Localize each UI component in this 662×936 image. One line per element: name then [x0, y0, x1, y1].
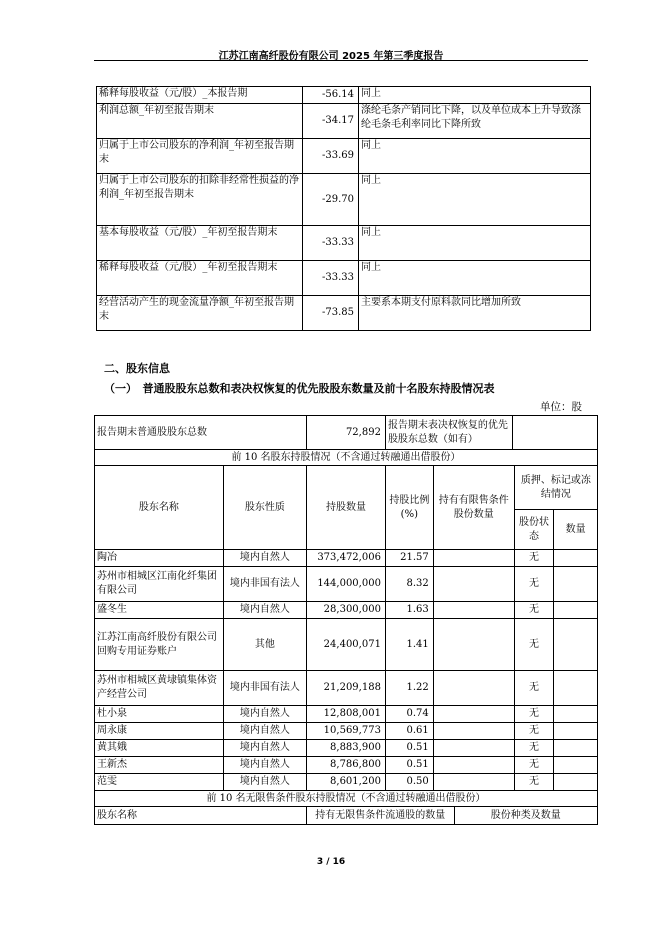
holder-nature: 境内自然人 — [223, 706, 306, 723]
change-row — [97, 296, 591, 331]
holder-shares: 28,300,000 — [306, 602, 385, 619]
shareholders-table — [94, 415, 598, 825]
holder-ratio: 21.57 — [385, 550, 433, 567]
col-pledge-group: 质押、标记或冻结情况 — [514, 466, 597, 510]
change-reason: 主要系本期支付原料款同比增加所致 — [359, 296, 591, 331]
total-holders-label: 报告期末普通股股东总数 — [95, 416, 307, 450]
holder-name: 王新杰 — [95, 757, 224, 774]
change-reason: 同上 — [359, 174, 591, 226]
change-item: 归属于上市公司股东的净利润_年初至报告期末 — [97, 139, 303, 174]
holder-pledge-qty — [554, 706, 598, 723]
unrestricted-title: 前 10 名无限售条件股东持股情况（不含通过转融通出借股份） — [95, 791, 598, 807]
holder-pledge-qty — [554, 602, 598, 619]
holder-row — [95, 602, 598, 619]
change-value: -33.33 — [303, 261, 359, 296]
change-reason: 同上 — [359, 139, 591, 174]
unrestricted-col-shares: 持有无限售条件流通股的数量 — [306, 807, 454, 825]
pref-holders-label: 报告期末表决权恢复的优先股股东总数（如有） — [385, 416, 512, 450]
holder-nature: 境内自然人 — [223, 774, 306, 791]
holder-nature: 其他 — [223, 619, 306, 671]
change-row — [97, 87, 591, 104]
total-holders-value: 72,892 — [306, 416, 385, 450]
holder-name: 盛冬生 — [95, 602, 224, 619]
holder-name: 苏州市相城区黄埭镇集体资产经营公司 — [95, 671, 224, 706]
holder-restricted — [433, 774, 514, 791]
holder-nature: 境内非国有法人 — [223, 567, 306, 602]
holder-pledge-qty — [554, 550, 598, 567]
holder-shares: 8,786,800 — [306, 757, 385, 774]
holder-pledge-status: 无 — [514, 619, 553, 671]
holder-pledge-status: 无 — [514, 723, 553, 740]
holder-row — [95, 619, 598, 671]
section-title: 二、股东信息 — [104, 362, 170, 375]
holder-row — [95, 723, 598, 740]
holder-nature: 境内自然人 — [223, 740, 306, 757]
holder-nature: 境内非国有法人 — [223, 671, 306, 706]
change-item: 归属于上市公司股东的扣除非经常性损益的净利润_年初至报告期末 — [97, 174, 303, 226]
holder-restricted — [433, 757, 514, 774]
holder-ratio: 8.32 — [385, 567, 433, 602]
holder-name: 苏州市相城区江南化纤集团有限公司 — [95, 567, 224, 602]
holder-name: 江苏江南高纤股份有限公司回购专用证券账户 — [95, 619, 224, 671]
change-item: 利润总额_年初至报告期末 — [97, 104, 303, 139]
top10-title: 前 10 名股东持股情况（不含通过转融通出借股份） — [95, 450, 598, 466]
holder-pledge-status: 无 — [514, 671, 553, 706]
holder-row — [95, 671, 598, 706]
holder-nature: 境内自然人 — [223, 757, 306, 774]
holder-row — [95, 567, 598, 602]
holder-restricted — [433, 567, 514, 602]
holder-ratio: 0.51 — [385, 740, 433, 757]
holder-shares: 21,209,188 — [306, 671, 385, 706]
holder-pledge-qty — [554, 774, 598, 791]
holder-pledge-qty — [554, 723, 598, 740]
holder-pledge-qty — [554, 740, 598, 757]
unrestricted-col-type: 股份种类及数量 — [454, 807, 597, 825]
change-row — [97, 174, 591, 226]
holder-nature: 境内自然人 — [223, 550, 306, 567]
holder-restricted — [433, 723, 514, 740]
holder-name: 范雯 — [95, 774, 224, 791]
holder-restricted — [433, 602, 514, 619]
holder-ratio: 1.22 — [385, 671, 433, 706]
holder-shares: 8,601,200 — [306, 774, 385, 791]
holder-row — [95, 706, 598, 723]
change-row — [97, 139, 591, 174]
holder-row — [95, 774, 598, 791]
holder-shares: 373,472,006 — [306, 550, 385, 567]
holder-restricted — [433, 550, 514, 567]
holder-pledge-status: 无 — [514, 567, 553, 602]
change-value: -56.14 — [303, 87, 359, 104]
holder-restricted — [433, 619, 514, 671]
holder-row — [95, 550, 598, 567]
holder-ratio: 0.61 — [385, 723, 433, 740]
col-pledge-qty: 数量 — [554, 510, 598, 550]
col-ratio: 持股比例(%) — [385, 466, 433, 550]
unrestricted-col-name: 股东名称 — [95, 807, 307, 825]
holder-pledge-status: 无 — [514, 706, 553, 723]
holder-ratio: 0.50 — [385, 774, 433, 791]
pref-holders-value — [512, 416, 597, 450]
holder-row — [95, 757, 598, 774]
page-header: 江苏江南高纤股份有限公司 2025 年第三季度报告 — [218, 51, 444, 62]
holder-shares: 144,000,000 — [306, 567, 385, 602]
change-item: 经营活动产生的现金流量净额_年初至报告期末 — [97, 296, 303, 331]
holder-pledge-status: 无 — [514, 757, 553, 774]
unit-label: 单位：股 — [540, 401, 582, 413]
change-row — [97, 104, 591, 139]
col-name: 股东名称 — [95, 466, 224, 550]
holder-pledge-status: 无 — [514, 550, 553, 567]
holder-pledge-qty — [554, 619, 598, 671]
change-reason: 同上 — [359, 226, 591, 261]
holder-row — [95, 740, 598, 757]
change-reason-table — [96, 86, 591, 331]
holder-name: 周永康 — [95, 723, 224, 740]
change-row — [97, 261, 591, 296]
header-rule — [94, 60, 588, 61]
holder-pledge-status: 无 — [514, 602, 553, 619]
change-value: -33.33 — [303, 226, 359, 261]
change-value: -29.70 — [303, 174, 359, 226]
holder-pledge-status: 无 — [514, 774, 553, 791]
change-reason: 同上 — [359, 261, 591, 296]
holder-pledge-status: 无 — [514, 740, 553, 757]
holder-ratio: 1.41 — [385, 619, 433, 671]
change-item: 稀释每股收益（元/股）_年初至报告期末 — [97, 261, 303, 296]
holder-pledge-qty — [554, 757, 598, 774]
section-subtitle: （一） 普通股股东总数和表决权恢复的优先股股东数量及前十名股东持股情况表 — [104, 382, 495, 395]
holder-shares: 12,808,001 — [306, 706, 385, 723]
col-restricted: 持有有限售条件股份数量 — [433, 466, 514, 550]
holder-shares: 24,400,071 — [306, 619, 385, 671]
holder-restricted — [433, 671, 514, 706]
change-value: -73.85 — [303, 296, 359, 331]
holder-ratio: 0.51 — [385, 757, 433, 774]
holder-ratio: 0.74 — [385, 706, 433, 723]
holder-shares: 10,569,773 — [306, 723, 385, 740]
change-value: -34.17 — [303, 104, 359, 139]
col-shares: 持股数量 — [306, 466, 385, 550]
holder-ratio: 1.63 — [385, 602, 433, 619]
holder-shares: 8,883,900 — [306, 740, 385, 757]
change-row — [97, 226, 591, 261]
holder-name: 陶冶 — [95, 550, 224, 567]
change-reason: 同上 — [359, 87, 591, 104]
page-number: 3 / 16 — [316, 857, 346, 867]
change-item: 基本每股收益（元/股）_年初至报告期末 — [97, 226, 303, 261]
change-value: -33.69 — [303, 139, 359, 174]
holder-nature: 境内自然人 — [223, 602, 306, 619]
holder-name: 黄其娥 — [95, 740, 224, 757]
holder-pledge-qty — [554, 671, 598, 706]
change-reason: 涤纶毛条产销同比下降，以及单位成本上升导致涤纶毛条毛利率同比下降所致 — [359, 104, 591, 139]
holder-name: 杜小泉 — [95, 706, 224, 723]
holder-restricted — [433, 706, 514, 723]
holder-nature: 境内自然人 — [223, 723, 306, 740]
change-item: 稀释每股收益（元/股）_本报告期 — [97, 87, 303, 104]
col-nature: 股东性质 — [223, 466, 306, 550]
holder-pledge-qty — [554, 567, 598, 602]
holder-restricted — [433, 740, 514, 757]
col-pledge-status: 股份状态 — [514, 510, 553, 550]
